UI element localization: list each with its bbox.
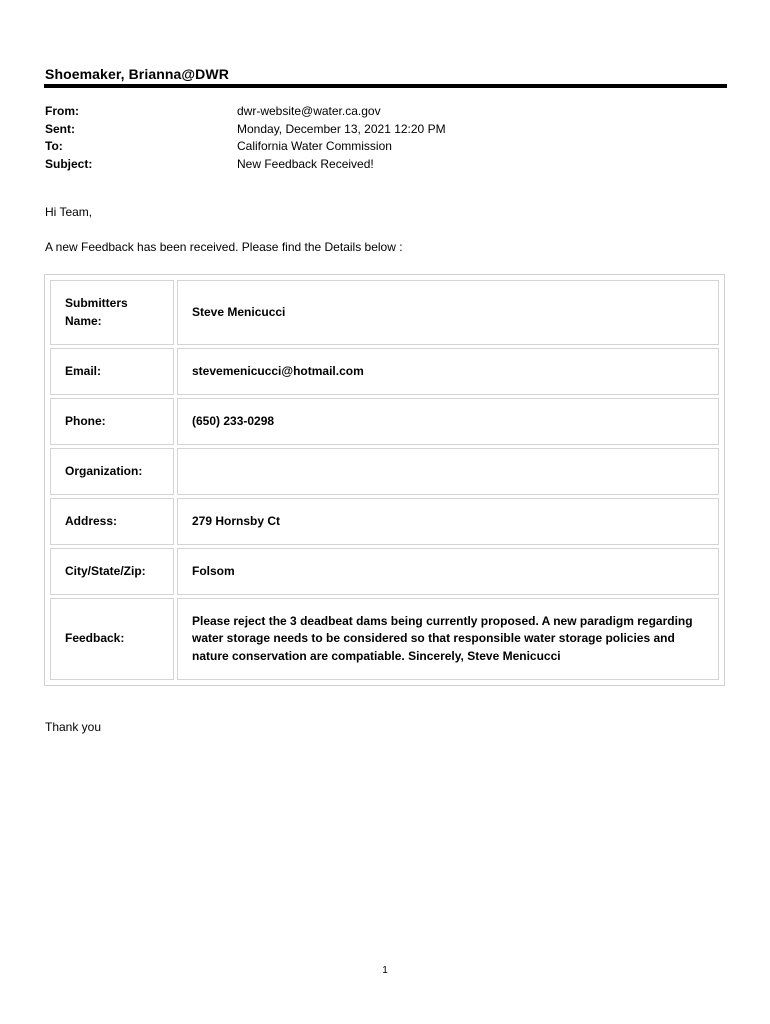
table-row bbox=[50, 348, 719, 395]
closing-text: Thank you bbox=[45, 720, 102, 734]
details-value bbox=[177, 448, 719, 495]
details-label: Organization: bbox=[50, 448, 174, 495]
header-to-value: California Water Commission bbox=[237, 139, 392, 153]
header-from-row bbox=[45, 103, 725, 121]
table-row bbox=[50, 280, 719, 345]
email-headers bbox=[45, 103, 725, 173]
sender-name: Shoemaker, Brianna@DWR bbox=[45, 66, 229, 82]
header-sent-label: Sent: bbox=[45, 121, 75, 136]
details-label: Phone: bbox=[50, 398, 174, 445]
details-box bbox=[44, 274, 725, 686]
details-label: Feedback: bbox=[50, 598, 174, 680]
details-table bbox=[47, 277, 722, 683]
details-value: Folsom bbox=[177, 548, 719, 595]
details-value: 279 Hornsby Ct bbox=[177, 498, 719, 545]
greeting: Hi Team, bbox=[45, 205, 93, 219]
header-sent-row bbox=[45, 121, 725, 139]
table-row bbox=[50, 598, 719, 680]
details-label: City/State/Zip: bbox=[50, 548, 174, 595]
table-row bbox=[50, 548, 719, 595]
page-number: 1 bbox=[382, 965, 388, 976]
header-from-value: dwr-website@water.ca.gov bbox=[237, 104, 381, 118]
header-subject-row bbox=[45, 156, 725, 174]
details-value: stevemenicucci@hotmail.com bbox=[177, 348, 719, 395]
details-value: Please reject the 3 deadbeat dams being currently proposed. A new paradigm regarding water storage needs to be considered so that responsible water storage policies and nature conservation are compatiable. Sincerely, Steve Menicucci bbox=[177, 598, 719, 680]
header-subject-label: Subject: bbox=[45, 156, 93, 171]
header-to-label: To: bbox=[45, 139, 63, 153]
details-value: Steve Menicucci bbox=[177, 280, 719, 345]
header-subject-value: New Feedback Received! bbox=[237, 156, 374, 171]
header-to-row bbox=[45, 138, 725, 156]
title-rule bbox=[44, 84, 727, 88]
table-row bbox=[50, 448, 719, 495]
details-label: Email: bbox=[50, 348, 174, 395]
header-sent-value: Monday, December 13, 2021 12:20 PM bbox=[237, 121, 446, 136]
details-label: Address: bbox=[50, 498, 174, 545]
intro-text: A new Feedback has been received. Please find the Details below : bbox=[45, 240, 403, 254]
table-row bbox=[50, 398, 719, 445]
table-row bbox=[50, 498, 719, 545]
details-label: Submitters Name: bbox=[50, 280, 174, 345]
header-from-label: From: bbox=[45, 104, 79, 118]
details-value: (650) 233-0298 bbox=[177, 398, 719, 445]
